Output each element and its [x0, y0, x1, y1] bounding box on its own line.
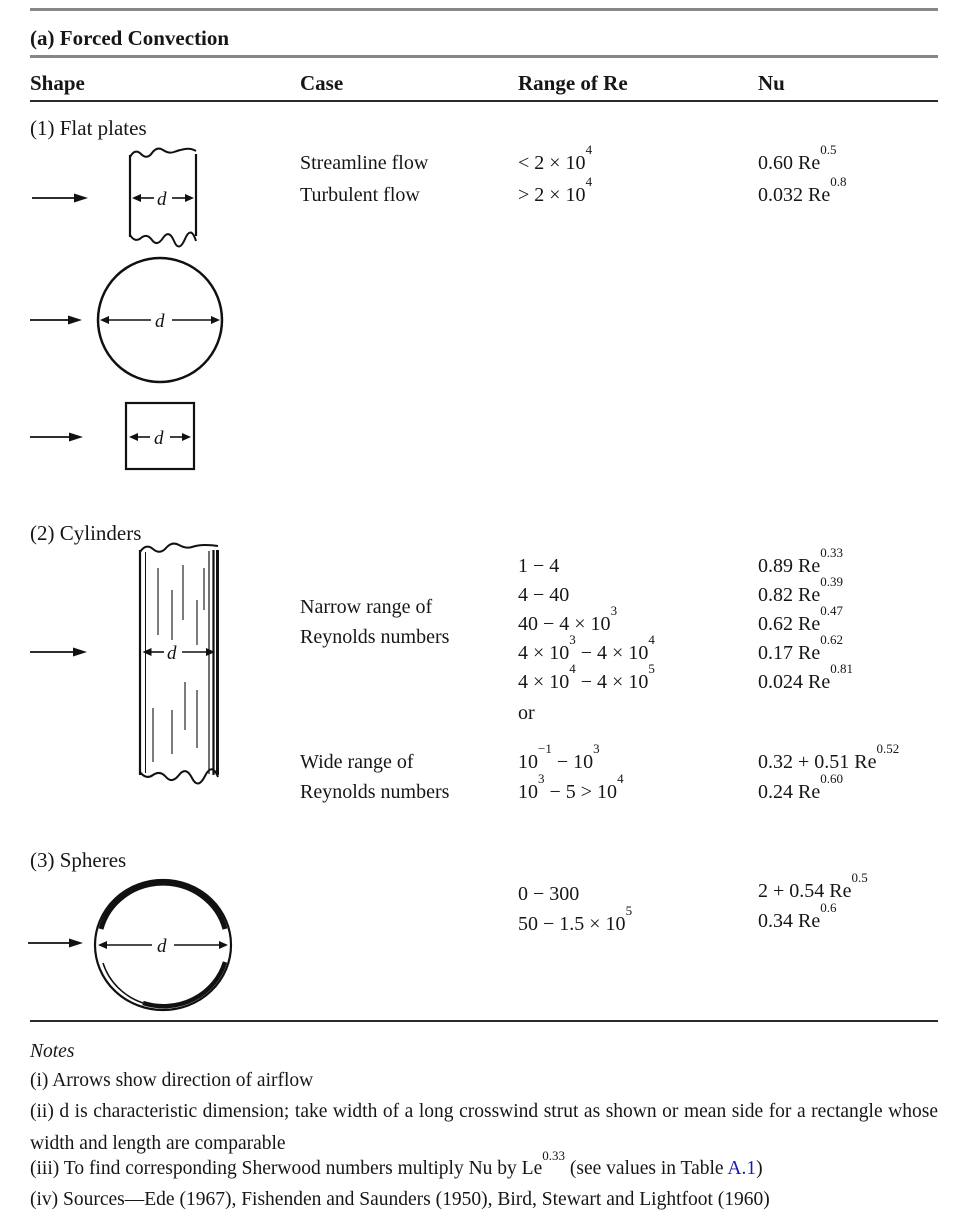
flow-arrow-icon	[32, 194, 88, 203]
nu-cell: 0.024 $Re^{0.81}$	[758, 661, 853, 693]
dimension-arrow-icon	[98, 936, 228, 957]
dimension-label: d	[167, 643, 177, 664]
note-iii-text: (iii) To find corresponding Sherwood numbers multiply Nu by $Le^{0.33}$ (see values in Table	[30, 1147, 728, 1179]
range-cell: $40 - 4 \times 10^3$	[518, 603, 618, 635]
header-rule	[30, 100, 938, 102]
range-cell: $4 \times 10^3 - 4 \times 10^4$	[518, 632, 655, 664]
case-cell: Streamline flow	[300, 152, 429, 174]
dimension-label: d	[155, 311, 165, 332]
note-iv: (iv) Sources—Ede (1967), Fishenden and Saunders (1950), Bird, Stewart and Lightfoot (1960)	[30, 1189, 770, 1210]
flow-arrow-icon	[30, 316, 82, 325]
col-header-case: Case	[300, 71, 344, 95]
flat-plate-figure	[25, 145, 210, 250]
dimension-arrow-icon	[100, 311, 220, 332]
note-ii: (ii) d is characteristic dimension; take width of a long crosswind strut as shown or mean side for a rectangle whose width and length are comparable	[30, 1101, 938, 1154]
range-cell: $10^3 - 5 > 10^4$	[518, 771, 624, 803]
range-cell: $10^{-1} - 10^3$	[518, 741, 600, 773]
col-header-range: Range of Re	[518, 71, 628, 95]
note-iii	[30, 1147, 938, 1185]
circle-figure	[25, 255, 240, 390]
nu-cell: 0.60 $Re^{0.5}$	[758, 142, 837, 174]
case-cell: Wide range of Reynolds numbers	[300, 751, 450, 803]
range-cell: > $2 \times 10^4$	[518, 174, 593, 206]
case-cell: Turbulent flow	[300, 184, 420, 206]
range-cell: 4 − 40	[518, 584, 570, 606]
section-label-spheres: (3) Spheres	[30, 848, 127, 872]
nu-cell: 0.62 $Re^{0.47}$	[758, 603, 843, 635]
range-cell: < $2 \times 10^4$	[518, 142, 593, 174]
nu-cell: 0.17 $Re^{0.62}$	[758, 632, 843, 664]
sphere-shading-bottom	[143, 962, 225, 1006]
nu-cell: 0.32 + 0.51 $Re^{0.52}$	[758, 741, 900, 773]
table-a1-link[interactable]: A.1	[727, 1158, 757, 1179]
table-bottom-rule	[30, 1020, 938, 1022]
nu-cell: 0.89 $Re^{0.33}$	[758, 545, 843, 577]
col-header-nu: Nu	[758, 71, 785, 95]
notes-section	[30, 1036, 938, 1214]
table-title: (a) Forced Convection	[30, 26, 230, 50]
nu-cell: 0.032 $Re^{0.8}$	[758, 174, 847, 206]
case-cell: Narrow range of Reynolds numbers	[300, 596, 450, 648]
range-cell: $4 \times 10^4 - 4 \times 10^5$	[518, 661, 655, 693]
dimension-label: d	[157, 936, 167, 957]
section-label-cylinders: (2) Cylinders	[30, 521, 142, 545]
dimension-arrow-icon	[132, 189, 194, 210]
nu-cell: 0.34 $Re^{0.6}$	[758, 900, 837, 932]
nu-cell: 2 + 0.54 $Re^{0.5}$	[758, 870, 868, 902]
dimension-arrow-icon	[143, 643, 216, 664]
range-cell: $50 - 1.5 \times 10^5$	[518, 903, 633, 935]
dimension-label: d	[157, 189, 167, 210]
col-header-shape: Shape	[30, 71, 85, 95]
top-rule	[30, 8, 938, 11]
square-figure	[25, 398, 210, 478]
flow-arrow-icon	[30, 433, 83, 442]
range-cell: 0 − 300	[518, 883, 580, 905]
flow-arrow-icon	[28, 939, 83, 948]
dimension-arrow-icon	[129, 428, 191, 449]
note-i: (i) Arrows show direction of airflow	[30, 1070, 314, 1091]
nu-cell: 0.82 $Re^{0.39}$	[758, 574, 843, 606]
surface-streaks	[153, 565, 204, 762]
cylinder-figure	[25, 540, 225, 785]
range-cell: 1 − 4	[518, 555, 560, 577]
note-iii-close: )	[756, 1158, 763, 1179]
sphere-figure	[25, 870, 245, 1020]
section-label-flat-plates: (1) Flat plates	[30, 116, 147, 140]
flow-arrow-icon	[30, 648, 87, 657]
nu-cell: 0.24 $Re^{0.60}$	[758, 771, 843, 803]
dimension-label: d	[154, 428, 164, 449]
sphere-shading-top	[101, 883, 225, 929]
or-label: or	[518, 702, 535, 724]
notes-heading: Notes	[30, 1041, 75, 1062]
title-rule	[30, 55, 938, 58]
